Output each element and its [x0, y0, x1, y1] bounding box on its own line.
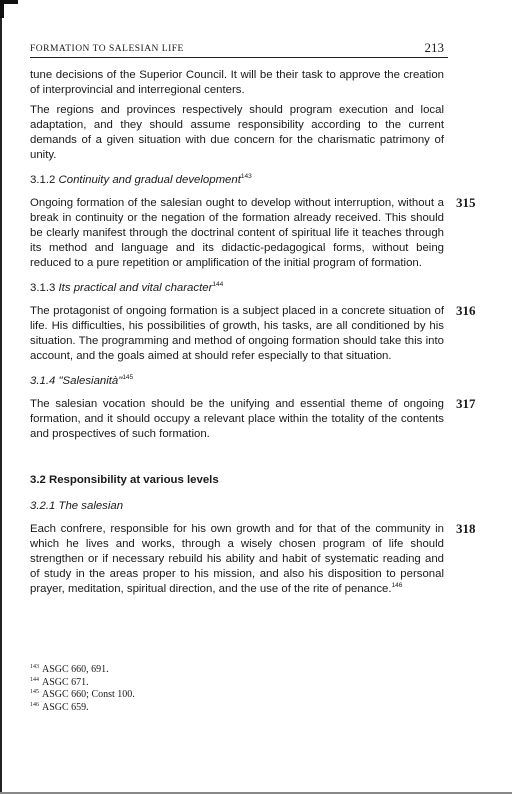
footnote-ref[interactable]: 144 — [212, 281, 224, 288]
margin-paragraph-number: 315 — [456, 195, 476, 210]
section-block-318 — [30, 521, 476, 597]
section-title: 3.1.4 "Salesianità" — [30, 375, 123, 387]
margin-paragraph-number: 316 — [456, 303, 476, 318]
footnote-number: 145 — [30, 689, 39, 695]
footnote-number: 143 — [30, 664, 39, 670]
section-heading-3-1-4 — [30, 374, 444, 389]
section-number: 3.1.3 — [30, 282, 56, 294]
footnote-number: 146 — [30, 701, 39, 708]
running-title: FORMATION TO SALESIAN LIFE — [30, 44, 184, 54]
footnote-146 — [30, 702, 135, 715]
section-heading-3-1-3 — [30, 281, 444, 296]
section-title: Continuity and gradual development — [58, 174, 241, 186]
paragraph-text: Each confrere, responsible for his own growth and for that of the community in which he lives and works, through a wisely chosen program of life should strengthen or if necessary rebuild his ability and habit of systematic reading and of study in the areas proper to his mission, and also his disposition to personal prayer, meditation, spiritual direction, and the use of the rite of penance. — [30, 523, 444, 595]
footnote-text: ASGC 660, 691. — [42, 664, 109, 675]
paragraph-practical-character: The protagonist of ongoing formation is a subject placed in a concrete situation of life. His difficulties, his possibilities of growth, his tasks, are all conditioned by his situation. The programming and method of ongoing formation should take this into account, and the goals aimed at should refer especially to that situation. — [30, 305, 444, 362]
section-heading-3-2-1 — [30, 499, 444, 514]
page-left-edge — [0, 0, 2, 794]
footnote-text: ASGC 659. — [42, 701, 89, 713]
section-heading-3-1-2 — [30, 173, 444, 188]
page-body — [30, 68, 476, 607]
footnote-text: ASGC 671. — [42, 676, 89, 688]
footnote-number: 144 — [30, 676, 39, 683]
corner-crop-mark — [0, 0, 18, 18]
margin-paragraph-number: 318 — [456, 521, 476, 536]
footnote-ref[interactable]: 143 — [240, 173, 252, 180]
paragraph-continuity: Ongoing formation of the salesian ought to develop without interruption, without a break in continuity or the negation of the formation already received. This should be clearly manifest through the doctrinal content of spiritual life it teaches through its method and language and its didactic-pedagogical forms, without being reduced to a pure repetition or amplification of the initial program of formation. — [30, 197, 444, 269]
section-title: 3.2.1 The salesian — [30, 500, 124, 512]
section-title: Its practical and vital character — [58, 282, 213, 294]
footnote-145 — [30, 689, 135, 702]
footnote-ref[interactable]: 146 — [391, 582, 403, 589]
section-block-315 — [30, 195, 476, 271]
paragraph-superior-council: tune decisions of the Superior Council. It will be their task to approve the creation of interprovincial and interregional centers. — [30, 69, 444, 96]
footnote-143 — [30, 664, 135, 677]
running-header — [30, 37, 448, 58]
page-number: 213 — [424, 40, 444, 55]
footnote-text: ASGC 660; Const 100. — [42, 689, 135, 700]
section-block-316 — [30, 303, 476, 364]
paragraph-each-confrere — [30, 522, 444, 597]
footnotes — [30, 664, 135, 714]
footnote-144 — [30, 677, 135, 690]
section-block-317 — [30, 396, 476, 442]
footnote-ref[interactable]: 145 — [122, 374, 134, 381]
paragraph-salesian-vocation: The salesian vocation should be the unifying and essential theme of ongoing formation, and it should occupy a relevant place within the totality of the contents and prospectives of such formation. — [30, 398, 444, 440]
section-heading-3-2: 3.2 Responsibility at various levels — [30, 474, 219, 486]
section-number: 3.1.2 — [30, 174, 56, 186]
margin-paragraph-number: 317 — [456, 396, 476, 411]
paragraph-regions-provinces: The regions and provinces respectively should program execution and local adaptation, and they should assume responsibility according to the current demands of a given situation with due concern for the charismatic patrimony of unity. — [30, 104, 444, 161]
